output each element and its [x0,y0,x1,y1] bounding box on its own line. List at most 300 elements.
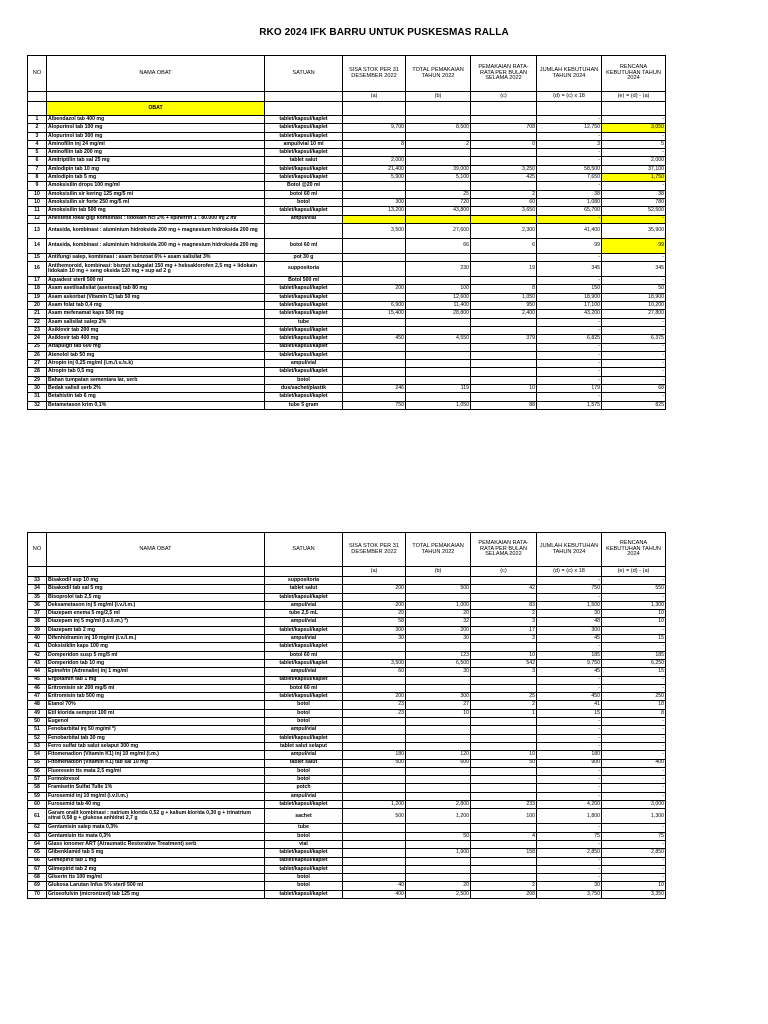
drug-unit: ampul/vial [265,635,343,643]
avg-value [471,360,537,368]
need-value: - [537,742,602,750]
drug-name: Diazepam inj 5 mg/ml (i.v./i.m.) *) [47,618,265,626]
col-header-stock: SISA STOK PER 31 DESEMBER 2022 [343,56,406,92]
plan-value: - [602,767,666,775]
table-row [28,335,666,343]
row-number: 9 [28,182,47,190]
formula-b: (b) [406,567,471,577]
col-header-unit: SATUAN [265,533,343,567]
usage-value [406,149,471,157]
drug-name: Glimepirid tab 1 mg [47,857,265,865]
drug-name: Bahan tumpatan sementara lar, serb [47,376,265,384]
usage-value: 2,800 [406,801,471,809]
need-value: - [537,776,602,784]
stock-value [343,857,406,865]
row-number: 69 [28,882,47,890]
plan-value: 400 [602,759,666,767]
row-number: 44 [28,668,47,676]
avg-value [471,593,537,601]
avg-value: 8 [471,285,537,293]
avg-value: 950 [471,302,537,310]
stock-value [343,684,406,692]
avg-value: 25 [471,693,537,701]
need-value: - [537,116,602,124]
table-row [28,792,666,800]
row-number: 4 [28,140,47,148]
stock-value [343,734,406,742]
section-cell [343,102,406,116]
usage-value: 43,800 [406,207,471,215]
stock-value: 58 [343,618,406,626]
drug-name: Amoksisilin sir kering 125 mg/5 ml [47,190,265,198]
avg-value [471,343,537,351]
drug-unit: botol [265,701,343,709]
row-number: 20 [28,302,47,310]
plan-value: - [602,343,666,351]
drug-name: Epinefrin (Adrenalin) inj 1 mg/ml [47,668,265,676]
avg-value: 88 [471,401,537,409]
plan-value: - [602,326,666,334]
avg-value [471,824,537,832]
usage-value: 66 [406,238,471,253]
need-value: - [537,253,602,261]
drug-unit: tube [265,318,343,326]
usage-value [406,718,471,726]
plan-value: 37,100 [602,165,666,173]
drug-name: Bisakodil sup 10 mg [47,577,265,585]
usage-value [406,360,471,368]
stock-value: 246 [343,385,406,393]
avg-value [471,157,537,165]
drug-name: Framisetin Sulfat Tulle 1% [47,784,265,792]
plan-value: - [602,857,666,865]
drug-unit: tablet/kapsul/kaplet [265,149,343,157]
plan-value: 3,350 [602,890,666,898]
avg-value: 379 [471,335,537,343]
need-value: 65,700 [537,207,602,215]
drug-name: Fitomenadion (Vitamin K1) inj 10 mg/ml (i.m.) [47,751,265,759]
stock-value: 15,400 [343,310,406,318]
avg-value: 1,050 [471,293,537,301]
avg-value [471,857,537,865]
plan-value: - [602,742,666,750]
avg-value [471,277,537,285]
stock-value [343,824,406,832]
drug-name: Atropin tab 0,5 mg [47,368,265,376]
drug-name: Fenobarbital inj 50 mg/ml *) [47,726,265,734]
usage-value: 123 [406,651,471,659]
avg-value: 2 [471,701,537,709]
stock-value: 3,500 [343,223,406,238]
plan-value: 75 [602,832,666,840]
avg-value: 10 [471,651,537,659]
usage-value: 25 [406,190,471,198]
plan-value: - [602,368,666,376]
table-row [28,759,666,767]
need-value: - [537,157,602,165]
table-row [28,709,666,717]
drug-unit: tablet/kapsul/kaplet [265,734,343,742]
drug-name: Ferro sulfat tab salut selaput 300 mg [47,742,265,750]
drug-unit: pot 30 g [265,253,343,261]
formula-blank [47,567,265,577]
usage-value: 4,550 [406,335,471,343]
row-number: 13 [28,223,47,238]
table-row [28,767,666,775]
avg-value [471,776,537,784]
drug-unit: ampul/vial [265,792,343,800]
stock-value [343,742,406,750]
need-value: 15 [537,709,602,717]
row-number: 15 [28,253,47,261]
drug-unit: tablet/kapsul/kaplet [265,165,343,173]
plan-value: - [602,784,666,792]
need-value: 45 [537,635,602,643]
usage-value [406,253,471,261]
drug-unit: dus/sachet/plastik [265,385,343,393]
row-number: 27 [28,360,47,368]
plan-value: 27,800 [602,310,666,318]
plan-value: - [602,253,666,261]
usage-value: 119 [406,385,471,393]
plan-value: 10 [602,618,666,626]
drug-unit: tablet/kapsul/kaplet [265,285,343,293]
need-value: - [537,792,602,800]
plan-value: - [602,676,666,684]
plan-value: 825 [602,401,666,409]
plan-value: 18,900 [602,293,666,301]
drug-unit: potch [265,784,343,792]
drug-unit: ampul/vial 10 ml [265,140,343,148]
plan-value: - [602,840,666,848]
usage-value: 32 [406,618,471,626]
avg-value [471,215,537,223]
table-row [28,751,666,759]
plan-value: - [602,182,666,190]
usage-value [406,182,471,190]
table-row [28,277,666,285]
need-value: 450 [537,693,602,701]
plan-value: - [602,277,666,285]
col-header-plan: RENCANA KEBUTUHAN TAHUN 2024 [602,533,666,567]
need-value: 185 [537,651,602,659]
usage-value [406,368,471,376]
drug-unit: ampul/vial [265,601,343,609]
usage-value: 10 [406,709,471,717]
avg-value [471,351,537,359]
table-row [28,124,666,132]
plan-value: - [602,116,666,124]
row-number: 2 [28,124,47,132]
avg-value [471,318,537,326]
drug-name: Asam salisilat salep 2% [47,318,265,326]
table-row [28,676,666,684]
usage-value: 1,900 [406,849,471,857]
stock-value [343,215,406,223]
stock-value [343,577,406,585]
avg-value [471,718,537,726]
table-row [28,857,666,865]
drug-name: Bisakodil tab sal 5 mg [47,585,265,593]
stock-value: 8 [343,140,406,148]
table-row [28,376,666,384]
drug-name: Amlodipin tab 5 mg [47,174,265,182]
need-value: 345 [537,262,602,277]
usage-value: 27 [406,701,471,709]
stock-value: 21,400 [343,165,406,173]
drug-name: Bedak salisil serb 2% [47,385,265,393]
need-value: 900 [537,759,602,767]
stock-value: 30 [343,635,406,643]
usage-value: 120 [406,751,471,759]
avg-value [471,376,537,384]
stock-value [343,676,406,684]
plan-value: 3,000 [602,801,666,809]
section-cell [406,102,471,116]
col-header-name: NAMA OBAT [47,533,265,567]
row-number: 17 [28,277,47,285]
stock-value: 13,200 [343,207,406,215]
table-row [28,149,666,157]
avg-value [471,368,537,376]
stock-value [343,360,406,368]
stock-value: 450 [343,335,406,343]
drug-unit: tablet/kapsul/kaplet [265,857,343,865]
drug-unit: tablet/kapsul/kaplet [265,368,343,376]
table-row [28,116,666,124]
drug-name: Amoksisilin drops 100 mg/ml [47,182,265,190]
usage-value [406,874,471,882]
table-row [28,165,666,173]
avg-value: 50 [471,759,537,767]
need-value: 30 [537,882,602,890]
drug-unit: tablet/kapsul/kaplet [265,132,343,140]
table-row [28,809,666,824]
usage-value: 600 [406,759,471,767]
stock-value: 1,200 [343,801,406,809]
need-value: 2,850 [537,849,602,857]
table-row [28,693,666,701]
table-row [28,174,666,182]
stock-value [343,651,406,659]
avg-value: 1 [471,709,537,717]
stock-value: 2,000 [343,157,406,165]
drug-unit: ampul/vial [265,618,343,626]
need-value: 4,200 [537,801,602,809]
formula-blank [47,92,265,102]
table-row [28,302,666,310]
drug-unit: tablet/kapsul/kaplet [265,335,343,343]
stock-value [343,190,406,198]
avg-value [471,784,537,792]
row-number: 16 [28,262,47,277]
table-row [28,668,666,676]
row-number: 56 [28,767,47,775]
need-value: - [537,149,602,157]
avg-value: 2,400 [471,310,537,318]
table-row [28,784,666,792]
avg-value [471,734,537,742]
avg-value: 42 [471,585,537,593]
stock-value [343,351,406,359]
avg-value: 542 [471,659,537,667]
table-row [28,684,666,692]
need-value: - [537,277,602,285]
row-number: 46 [28,684,47,692]
drug-name: Gliserin tts 100 mg/ml [47,874,265,882]
table-row [28,626,666,634]
plan-value: 250 [602,693,666,701]
row-number: 37 [28,610,47,618]
need-value: 48 [537,618,602,626]
table-row [28,310,666,318]
drug-name: Aminofilin tab 200 mg [47,149,265,157]
drug-unit: tablet/kapsul/kaplet [265,351,343,359]
usage-value [406,784,471,792]
drug-name: Doksisiklin kaps 100 mg [47,643,265,651]
row-number: 10 [28,190,47,198]
drug-name: Formokresol [47,776,265,784]
stock-value [343,368,406,376]
avg-value [471,577,537,585]
row-number: 24 [28,335,47,343]
usage-value: 12,600 [406,293,471,301]
drug-unit: ampul/vial [265,726,343,734]
usage-value: 6,500 [406,659,471,667]
need-value: - [537,767,602,775]
need-value: 300 [537,626,602,634]
need-value: 30 [537,610,602,618]
drug-unit: tablet/kapsul/kaplet [265,393,343,401]
drug-unit: tablet/kapsul/kaplet [265,865,343,873]
stock-value [343,277,406,285]
drug-name: Asam askorbat (Vitamin C) tab 50 mg [47,293,265,301]
row-number: 45 [28,676,47,684]
need-value: 1,800 [537,809,602,824]
stock-value [343,593,406,601]
drug-unit: botol [265,832,343,840]
need-value: 38 [537,190,602,198]
formula-a: (a) [343,92,406,102]
need-value: 43,200 [537,310,602,318]
usage-value [406,577,471,585]
usage-value [406,393,471,401]
row-number: 21 [28,310,47,318]
drug-name: Aminofilin inj 24 mg/ml [47,140,265,148]
need-value: 1,500 [537,601,602,609]
usage-value [406,593,471,601]
plan-value: 68 [602,385,666,393]
avg-value [471,643,537,651]
avg-value: 2,300 [471,223,537,238]
drug-name: Glibenklamid tab 5 mg [47,849,265,857]
plan-value: 1,750 [602,174,666,182]
usage-value [406,840,471,848]
drug-unit: botol [265,376,343,384]
col-header-usage: TOTAL PEMAKAIAN TAHUN 2022 [406,533,471,567]
drug-name: Gentamisin salep mata 0,3% [47,824,265,832]
stock-value [343,393,406,401]
plan-value: 1,300 [602,809,666,824]
table-row [28,701,666,709]
usage-value: 1,200 [406,809,471,824]
table-row [28,882,666,890]
need-value: - [537,874,602,882]
usage-value: 20 [406,882,471,890]
plan-value: 780 [602,198,666,206]
plan-value: - [602,577,666,585]
stock-value: 6,900 [343,302,406,310]
row-number: 41 [28,643,47,651]
table-row [28,190,666,198]
plan-value: 1,300 [602,601,666,609]
row-number: 22 [28,318,47,326]
stock-value [343,132,406,140]
stock-value [343,326,406,334]
table-row [28,610,666,618]
row-number: 26 [28,351,47,359]
stock-value: 23 [343,701,406,709]
drug-unit: tablet/kapsul/kaplet [265,174,343,182]
stock-value [343,792,406,800]
need-value: 3 [537,140,602,148]
drug-unit: tablet/kapsul/kaplet [265,801,343,809]
col-header-need: JUMLAH KEBUTUHAN TAHUN 2024 [537,533,602,567]
stock-value: 500 [343,809,406,824]
col-header-need: JUMLAH KEBUTUHAN TAHUN 2024 [537,56,602,92]
need-value: 99 [537,238,602,253]
usage-value [406,277,471,285]
row-number: 40 [28,635,47,643]
table-row [28,832,666,840]
formula-b: (b) [406,92,471,102]
drug-unit: botol 60 ml [265,190,343,198]
need-value: - [537,376,602,384]
drug-name: Deksametason inj 5 mg/ml (i.v./i.m.) [47,601,265,609]
drug-name: Amoksisilin tab 500 mg [47,207,265,215]
table-row [28,182,666,190]
usage-value: 39,000 [406,165,471,173]
row-number: 64 [28,840,47,848]
stock-value [343,767,406,775]
avg-value [471,182,537,190]
row-number: 68 [28,874,47,882]
usage-value [406,776,471,784]
drug-name: Difenhidramin inj 10 mg/ml (i.v./i.m.) [47,635,265,643]
need-value: 150 [537,285,602,293]
plan-value: 35,900 [602,223,666,238]
plan-value: 38 [602,190,666,198]
row-number: 62 [28,824,47,832]
col-header-stock: SISA STOK PER 31 DESEMBER 2022 [343,533,406,567]
row-number: 70 [28,890,47,898]
drug-name: Furosemid inj 10 mg/ml (i.v./i.m.) [47,792,265,800]
drug-name: Antifungi salep, kombinasi : asam benzoat 6% + asam salisilat 3% [47,253,265,261]
drug-name: Betametason krim 0,1% [47,401,265,409]
plan-value: - [602,865,666,873]
row-number: 54 [28,751,47,759]
need-value: 58,500 [537,165,602,173]
plan-value: - [602,351,666,359]
drug-unit: tablet/kapsul/kaplet [265,849,343,857]
plan-value: 345 [602,262,666,277]
stock-value [343,832,406,840]
need-value: - [537,840,602,848]
need-value: - [537,865,602,873]
usage-value [406,792,471,800]
drug-unit: suppositoria [265,577,343,585]
stock-value: 40 [343,882,406,890]
